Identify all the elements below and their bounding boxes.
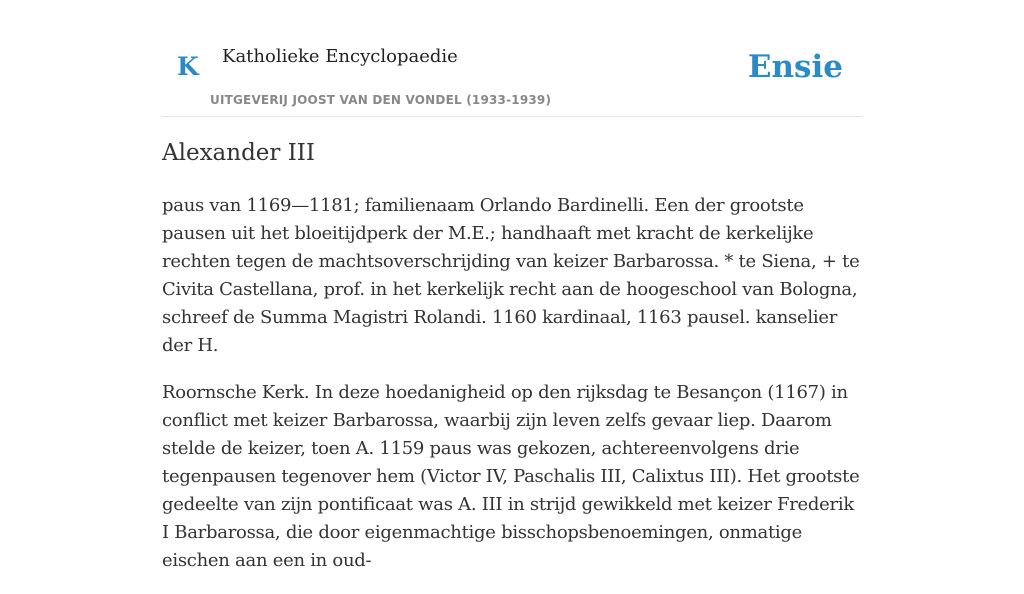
site-header — [162, 0, 862, 117]
site-logo-link[interactable]: K — [177, 52, 199, 81]
site-title[interactable]: Katholieke Encyclopaedie — [222, 46, 458, 67]
article-paragraph: paus van 1169—1181; familienaam Orlando Bardinelli. Een der grootste pausen uit het bloeitijdperk der M.E.; handhaaft met kracht de kerkelijke rechten tegen de machtsoverschrijding van keizer Barbarossa. * te Siena, + te Civita Castellana, prof. in het kerkelijk recht aan de hoogeschool van Bologna, schreef de Summa Magistri Rolandi. 1160 kardinaal, 1163 pausel. kanselier der H. — [162, 195, 860, 356]
article-title: Alexander III — [162, 140, 315, 166]
publisher-subtitle: UITGEVERIJ JOOST VAN DEN VONDEL (1933-1939) — [210, 93, 552, 107]
ensie-brand-link[interactable]: Ensie — [747, 49, 843, 85]
article-body — [162, 192, 862, 594]
article-paragraph: Roornsche Kerk. In deze hoedanigheid op den rijksdag te Besançon (1167) in conflict met keizer Barbarossa, waarbij zijn leven zelfs gevaar liep. Daarom stelde de keizer, toen A. 1159 paus was gekozen, achtereenvolgens drie tegenpausen tegenover hem (Victor IV, Paschalis III, Calixtus III). Het grootste gedeelte van zijn pontificaat was A. III in strijd gewikkeld met keizer Frederik I Barbarossa, die door eigenmachtige bisschopsbenoemingen, onmatige eischen aan een in oud- — [162, 382, 860, 571]
